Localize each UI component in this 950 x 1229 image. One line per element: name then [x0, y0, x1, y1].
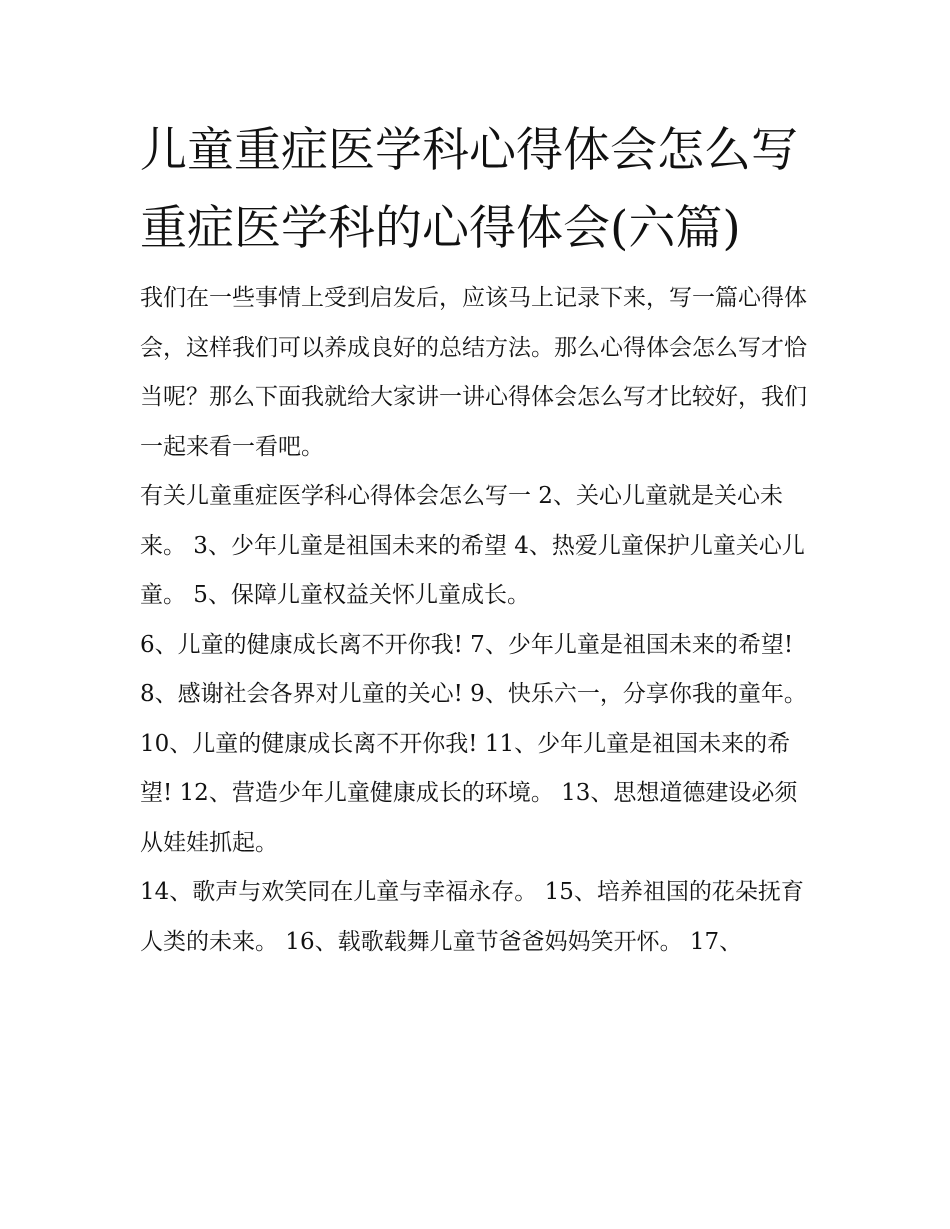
- slogan-paragraph-1: 有关儿童重症医学科心得体会怎么写一 2、关心儿童就是关心未来。 3、少年儿童是祖国未来的希望 4、热爱儿童保护儿童关心儿童。 5、保障儿童权益关怀儿童成长。: [140, 483, 805, 608]
- document-body: [140, 112, 815, 967]
- slogan-paragraph-2: 6、儿童的健康成长离不开你我! 7、少年儿童是祖国未来的希望! 8、感谢社会各界对儿童的关心! 9、快乐六一，分享你我的童年。: [140, 631, 807, 707]
- slogan-paragraph-3: 10、儿童的健康成长离不开你我! 11、少年儿童是祖国未来的希望! 12、营造少年儿童健康成长的环境。 13、思想道德建设必须从娃娃抓起。: [140, 730, 798, 856]
- intro-paragraph: 我们在一些事情上受到启发后，应该马上记录下来，写一篇心得体会，这样我们可以养成良好的总结方法。那么心得体会怎么写才恰当呢？那么下面我就给大家讲一讲心得体会怎么写才比较好，我们一起来看一看吧。: [140, 285, 807, 460]
- slogan-paragraph-4: 14、歌声与欢笑同在儿童与幸福永存。 15、培养祖国的花朵抚育人类的未来。 16、载歌载舞儿童节爸爸妈妈笑开怀。 17、: [140, 879, 804, 955]
- document-title: 儿童重症医学科心得体会怎么写 重症医学科的心得体会(六篇): [140, 123, 798, 256]
